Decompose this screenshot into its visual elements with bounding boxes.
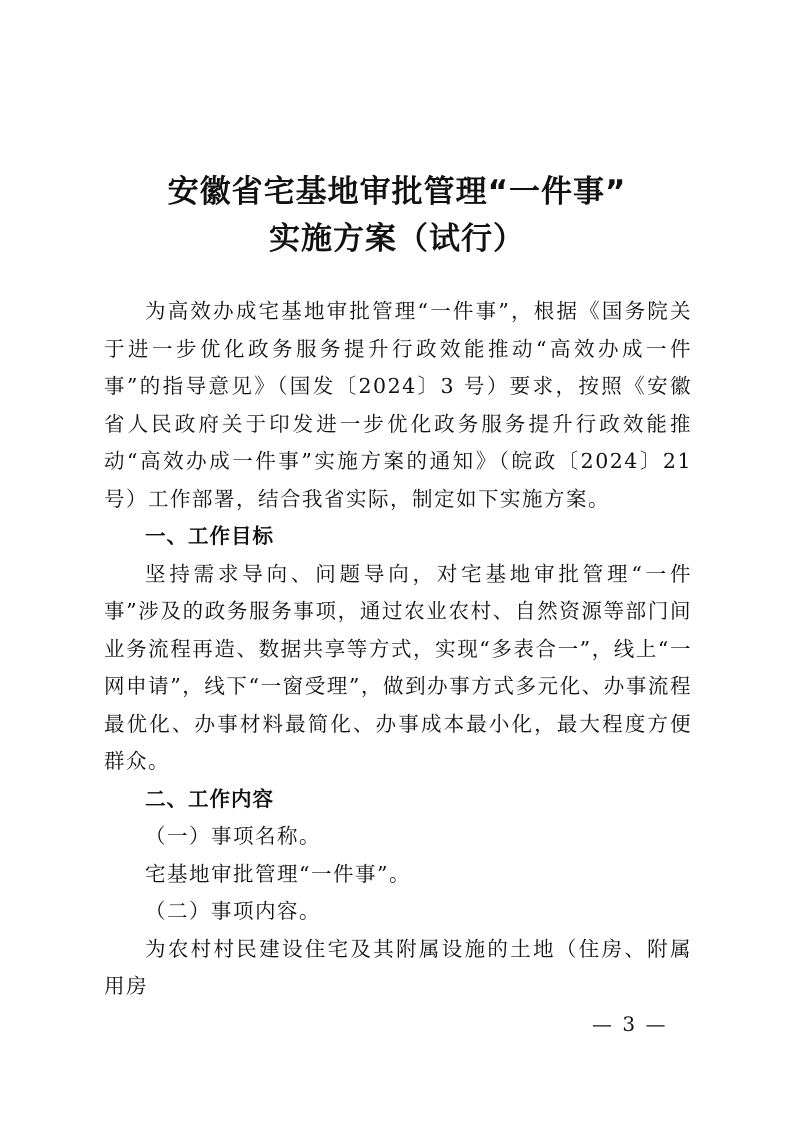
document-title-line2: 实施方案（试行） [269, 221, 525, 257]
section-heading-content: 二、工作内容 [145, 786, 274, 811]
document-title-line1: 安徽省宅基地审批管理“一件事” [167, 174, 627, 210]
page-number: — 3 — [592, 1012, 668, 1036]
subheading-item-content: （二）事项内容。 [145, 899, 321, 923]
subheading-item-name: （一）事项名称。 [145, 824, 321, 848]
document-body [104, 293, 692, 1006]
goals-paragraph: 坚持需求导向、问题导向，对宅基地审批管理“一件事”涉及的政务服务事项，通过农业农村、自然资源等部门间业务流程再造、数据共享等方式，实现“多表合一”，线上“一网申请”，线下“一窗受理”，做到办事方式多元化、办事流程最优化、办事材料最简化、办事成本最小化，最大程度方便群众。 [104, 561, 692, 773]
item-content-paragraph: 为农村村民建设住宅及其附属设施的土地（住房、附属用房 [104, 936, 692, 998]
item-name-paragraph: 宅基地审批管理“一件事”。 [145, 861, 411, 886]
intro-paragraph: 为高效办成宅基地审批管理“一件事”，根据《国务院关于进一步优化政务服务提升行政效能推动“高效办成一件事”的指导意见》（国发〔2024〕3 号）要求，按照《安徽省人民政府关于印发进一步优化政务服务提升行政效能推动“高效办成一件事”实施方案的通知》（皖政〔2024〕21 号）工作部署，结合我省实际，制定如下实施方案。 [104, 299, 692, 511]
section-heading-goals: 一、工作目标 [145, 524, 274, 548]
